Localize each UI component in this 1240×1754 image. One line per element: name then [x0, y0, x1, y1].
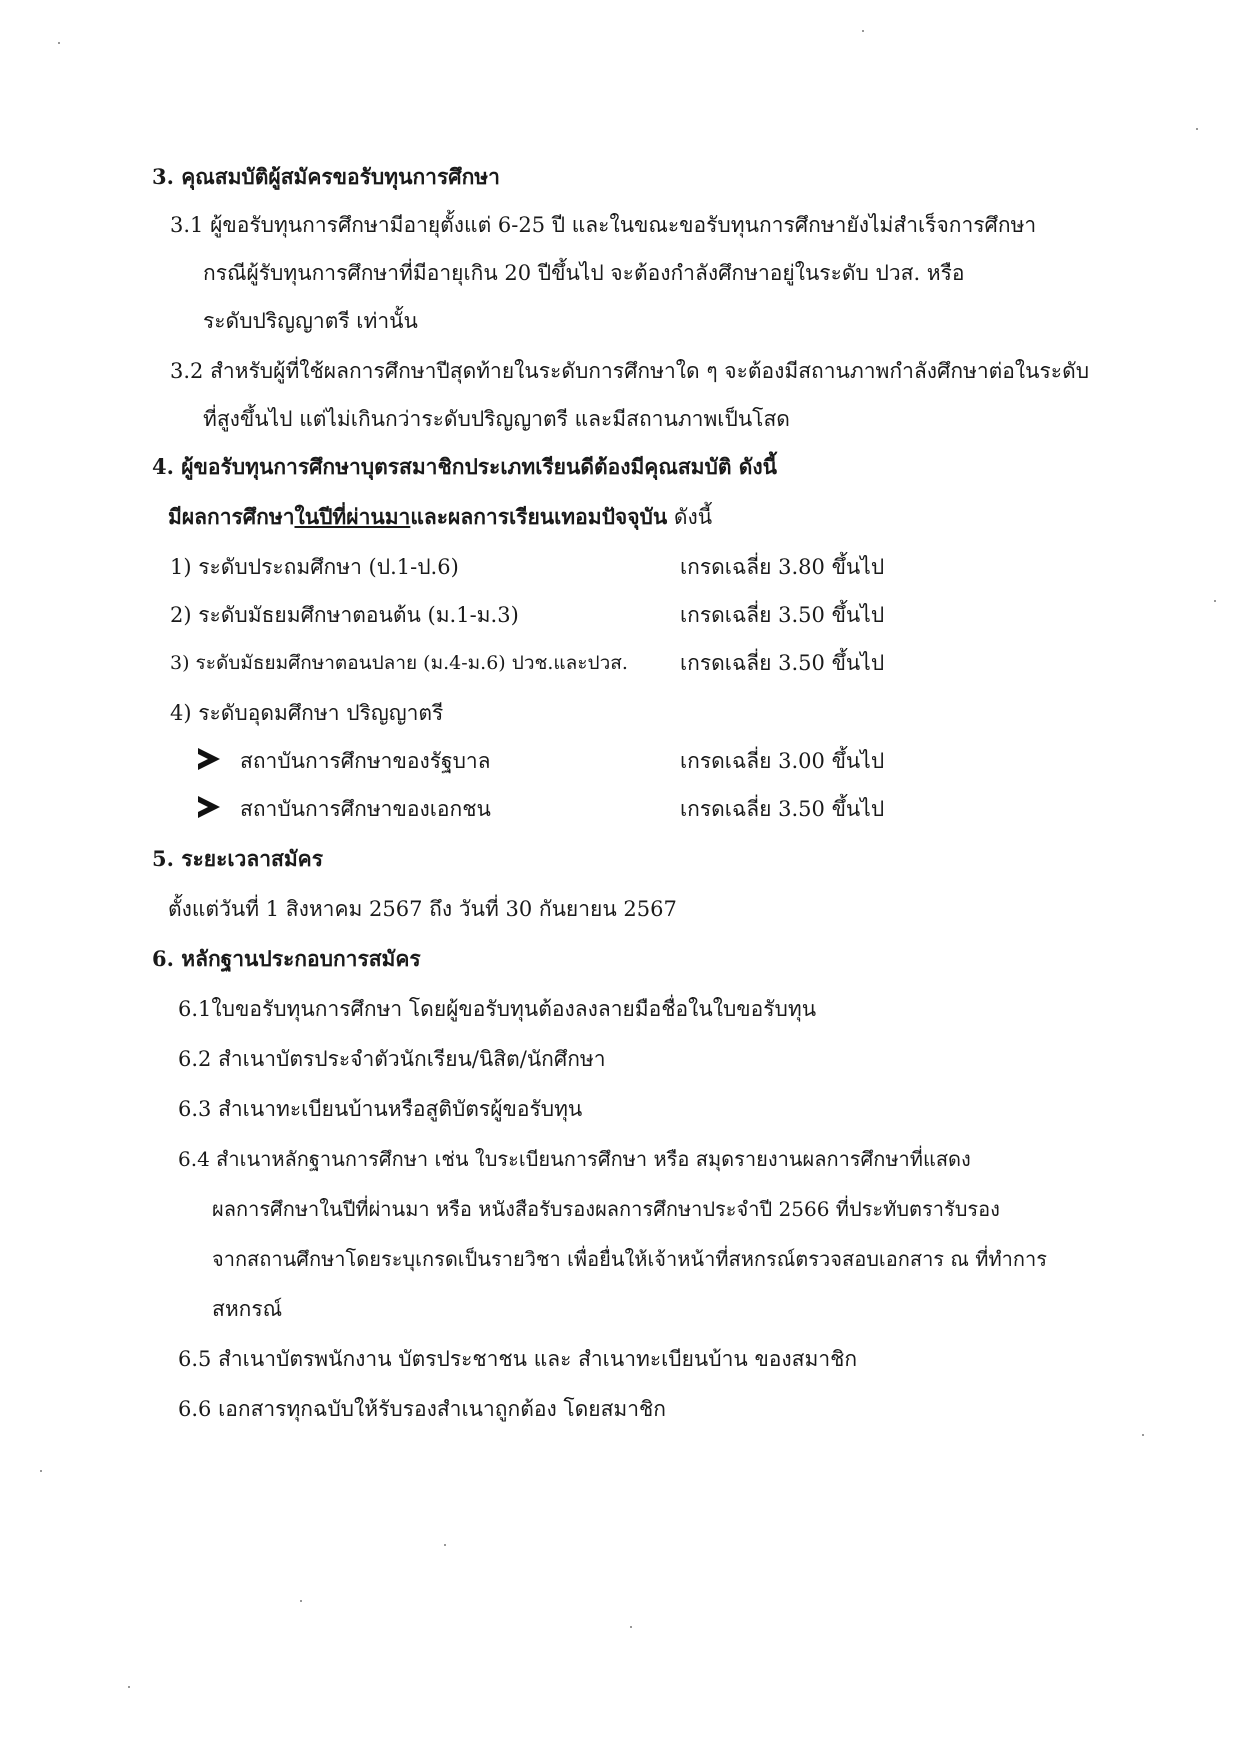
section-5-heading: 5. ระยะเวลาสมัคร — [152, 846, 323, 871]
section-3-item-2-line-2: ที่สูงขึ้นไป แต่ไม่เกินกว่าระดับปริญญาตรี และมีสถานภาพเป็นโสด — [203, 407, 790, 431]
scan-speck — [862, 30, 864, 32]
section-3-item-1-line-2: กรณีผู้รับทุนการศึกษาที่มีอายุเกิน 20 ปีขึ้นไป จะต้องกำลังศึกษาอยู่ในระดับ ปวส. หรือ — [203, 261, 965, 285]
section-3-item-1-line-3: ระดับปริญญาตรี เท่านั้น — [203, 309, 418, 333]
section-6-item-4-line-1: 6.4 สำเนาหลักฐานการศึกษา เช่น ใบระเบียนการศึกษา หรือ สมุดรายงานผลการศึกษาที่แสดง — [178, 1147, 971, 1171]
subheading-part-1: มีผลการศึกษา — [168, 504, 295, 529]
section-4-heading: 4. ผู้ขอรับทุนการศึกษาบุตรสมาชิกประเภทเรียนดีต้องมีคุณสมบัติ ดังนี้ — [152, 454, 778, 479]
level-1-label: 1) ระดับประถมศึกษา (ป.1-ป.6) — [170, 555, 459, 579]
section-6-heading: 6. หลักฐานประกอบการสมัคร — [152, 946, 421, 971]
scan-speck — [128, 1686, 130, 1688]
subheading-underlined: ในปีที่ผ่านมา — [294, 504, 411, 529]
section-6-item-2: 6.2 สำเนาบัตรประจำตัวนักเรียน/นิสิต/นักศึกษา — [178, 1047, 606, 1071]
scan-speck — [1214, 600, 1216, 602]
scan-speck — [444, 1544, 446, 1546]
bullet-government-grade: เกรดเฉลี่ย 3.00 ขึ้นไป — [680, 749, 885, 773]
section-6-item-3: 6.3 สำเนาทะเบียนบ้านหรือสูติบัตรผู้ขอรับทุน — [178, 1097, 583, 1121]
section-4-subheading — [168, 502, 712, 532]
section-6-item-1: 6.1ใบขอรับทุนการศึกษา โดยผู้ขอรับทุนต้องลงลายมือชื่อในใบขอรับทุน — [178, 997, 817, 1021]
section-6-item-4-line-2: ผลการศึกษาในปีที่ผ่านมา หรือ หนังสือรับรองผลการศึกษาประจำปี 2566 ที่ประทับตรารับรอง — [212, 1197, 1000, 1221]
scan-speck — [300, 1600, 302, 1602]
section-6-item-4-line-3: จากสถานศึกษาโดยระบุเกรดเป็นรายวิชา เพื่อยื่นให้เจ้าหน้าที่สหกรณ์ตรวจสอบเอกสาร ณ ที่ทำการ — [212, 1247, 1047, 1271]
subheading-part-4: ดังนี้ — [667, 505, 713, 529]
level-1-grade: เกรดเฉลี่ย 3.80 ขึ้นไป — [680, 555, 885, 579]
bullet-private-label: สถาบันการศึกษาของเอกชน — [240, 797, 491, 821]
level-3-grade: เกรดเฉลี่ย 3.50 ขึ้นไป — [680, 651, 885, 675]
level-4-label: 4) ระดับอุดมศึกษา ปริญญาตรี — [170, 701, 444, 725]
scan-speck — [630, 1626, 632, 1628]
section-6-item-5: 6.5 สำเนาบัตรพนักงาน บัตรประชาชน และ สำเนาทะเบียนบ้าน ของสมาชิก — [178, 1347, 858, 1371]
scan-speck — [1196, 128, 1198, 130]
scan-speck — [40, 1470, 42, 1472]
arrow-bullet-icon — [198, 796, 220, 818]
section-6-item-6: 6.6 เอกสารทุกฉบับให้รับรองสำเนาถูกต้อง โดยสมาชิก — [178, 1397, 667, 1421]
section-3-item-2-line-1: 3.2 สำหรับผู้ที่ใช้ผลการศึกษาปีสุดท้ายในระดับการศึกษาใด ๆ จะต้องมีสถานภาพกำลังศึกษาต่อในระดับ — [170, 359, 1090, 383]
section-3-heading: 3. คุณสมบัติผู้สมัครขอรับทุนการศึกษา — [152, 164, 500, 189]
subheading-part-3: และผลการเรียนเทอมปัจจุบัน — [410, 504, 668, 529]
arrow-bullet-icon — [198, 748, 220, 770]
bullet-government-label: สถาบันการศึกษาของรัฐบาล — [240, 749, 491, 773]
section-3-item-1-line-1: 3.1 ผู้ขอรับทุนการศึกษามีอายุตั้งแต่ 6-25 ปี และในขณะขอรับทุนการศึกษายังไม่สำเร็จการศึกษา — [170, 213, 1037, 237]
scan-speck — [58, 42, 60, 44]
section-5-period: ตั้งแต่วันที่ 1 สิงหาคม 2567 ถึง วันที่ 30 กันยายน 2567 — [168, 897, 677, 921]
bullet-private-grade: เกรดเฉลี่ย 3.50 ขึ้นไป — [680, 797, 885, 821]
level-3-label: 3) ระดับมัธยมศึกษาตอนปลาย (ม.4-ม.6) ปวช.และปวส. — [170, 652, 628, 674]
level-2-grade: เกรดเฉลี่ย 3.50 ขึ้นไป — [680, 603, 885, 627]
level-2-label: 2) ระดับมัธยมศึกษาตอนต้น (ม.1-ม.3) — [170, 603, 519, 627]
scan-speck — [1142, 1434, 1144, 1436]
section-6-item-4-line-4: สหกรณ์ — [212, 1297, 283, 1321]
